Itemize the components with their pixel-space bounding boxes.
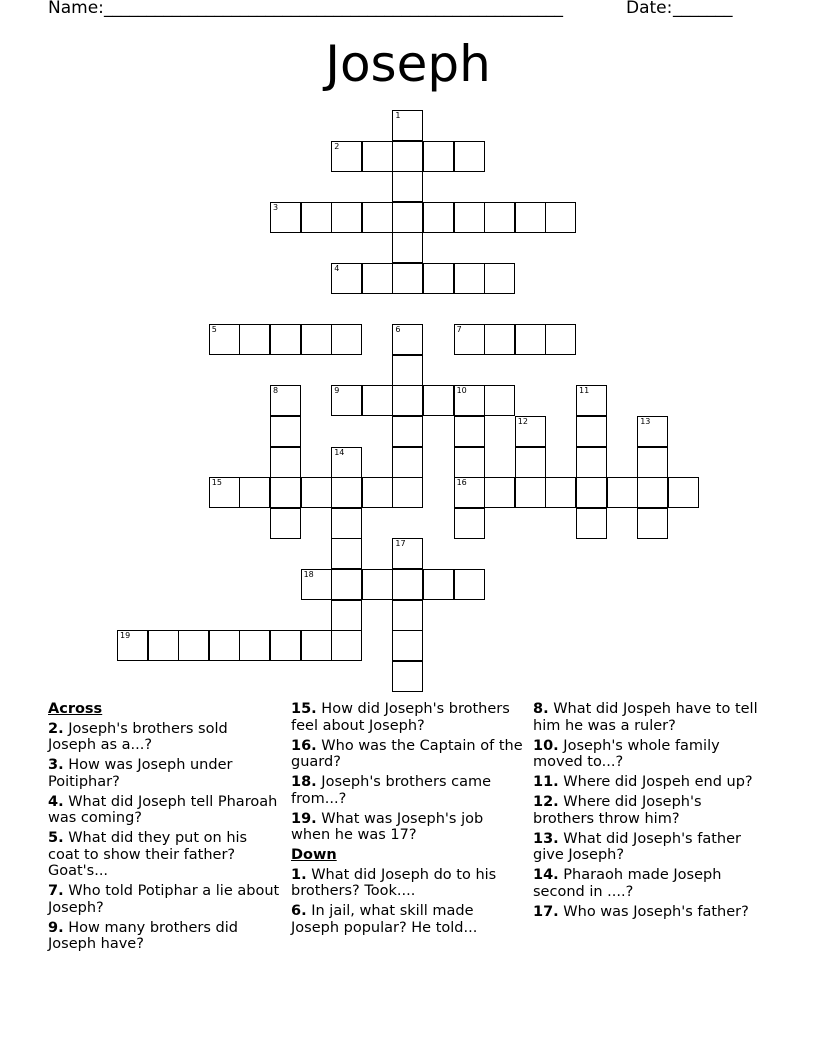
grid-cell[interactable] xyxy=(454,477,485,508)
grid-cell[interactable] xyxy=(301,630,332,661)
grid-cell[interactable] xyxy=(239,630,270,661)
clue-number: 17. xyxy=(533,903,559,920)
grid-cell[interactable] xyxy=(484,324,515,355)
clue-number: 6. xyxy=(291,903,307,919)
clue-number: 16. xyxy=(291,737,317,754)
grid-cell[interactable] xyxy=(515,447,546,478)
grid-cell[interactable] xyxy=(637,508,668,539)
clue-item: 14. Pharaoh made Joseph second in ....? xyxy=(533,867,722,900)
clue-number: 5. xyxy=(48,830,64,846)
cell-number: 18 xyxy=(303,570,314,579)
clue-item: 9. How many brothers did Joseph have? xyxy=(48,919,238,952)
cell-number: 1 xyxy=(395,111,401,120)
grid-cell[interactable] xyxy=(668,477,699,508)
grid-cell[interactable] xyxy=(209,630,240,661)
grid-cell[interactable] xyxy=(576,447,607,478)
grid-cell[interactable] xyxy=(148,630,179,661)
grid-cell[interactable] xyxy=(117,630,148,661)
grid-cell[interactable] xyxy=(362,385,393,416)
grid-cell[interactable] xyxy=(392,477,423,508)
clue-number: 13. xyxy=(533,830,559,847)
grid-cell[interactable] xyxy=(301,569,332,600)
clue-item: 3. How was Joseph under Poitiphar? xyxy=(48,757,233,790)
grid-cell[interactable] xyxy=(454,141,485,172)
clue-item: 5. What did they put on his coat to show their father? Goat's... xyxy=(48,830,248,879)
cell-number: 9 xyxy=(334,386,340,396)
grid-cell[interactable] xyxy=(331,569,362,600)
grid-cell[interactable] xyxy=(392,447,423,478)
grid-cell[interactable] xyxy=(392,232,423,263)
grid-cell[interactable] xyxy=(423,569,454,600)
clue-number: 3. xyxy=(48,757,64,773)
clue-item: 18. Joseph's brothers came from...? xyxy=(291,774,492,807)
grid-cell[interactable] xyxy=(515,477,546,508)
grid-cell[interactable] xyxy=(454,569,485,600)
cell-number: 6 xyxy=(395,325,401,335)
grid-cell[interactable] xyxy=(301,202,332,233)
cell-number: 2 xyxy=(334,141,340,151)
clue-item: 19. What was Joseph's job when he was 17? xyxy=(291,810,484,843)
cell-number: 3 xyxy=(273,202,279,212)
grid-cell[interactable] xyxy=(270,202,301,233)
grid-cell[interactable] xyxy=(392,202,423,233)
grid-cell[interactable] xyxy=(576,508,607,539)
grid-cell[interactable] xyxy=(576,416,607,447)
cell-number: 17 xyxy=(395,539,406,549)
grid-cell[interactable] xyxy=(454,202,485,233)
clue-number: 1. xyxy=(291,866,307,883)
cell-number: 4 xyxy=(334,264,340,273)
grid-cell[interactable] xyxy=(545,477,576,508)
cell-number: 12 xyxy=(517,417,528,426)
cell-number: 16 xyxy=(456,478,467,488)
grid-cell[interactable] xyxy=(239,477,270,508)
grid-cell[interactable] xyxy=(270,477,301,508)
grid-cell[interactable] xyxy=(484,477,515,508)
grid-cell[interactable] xyxy=(392,569,423,600)
grid-cell[interactable] xyxy=(331,630,362,661)
grid-cell[interactable] xyxy=(392,263,423,294)
clue-column-1 xyxy=(48,701,280,956)
clue-number: 8. xyxy=(533,701,549,717)
grid-cell[interactable] xyxy=(576,385,607,416)
grid-cell[interactable] xyxy=(392,416,423,447)
clue-number: 4. xyxy=(48,793,64,810)
clue-number: 2. xyxy=(48,720,64,737)
clue-number: 12. xyxy=(533,794,559,810)
grid-cell[interactable] xyxy=(607,477,638,508)
clue-number: 11. xyxy=(533,774,559,790)
grid-cell[interactable] xyxy=(484,385,515,416)
grid-cell[interactable] xyxy=(423,263,454,294)
grid-cell[interactable] xyxy=(270,447,301,478)
clue-item: 6. In jail, what skill made Joseph popular? He told... xyxy=(291,903,478,936)
clue-item: 12. Where did Joseph's brothers throw him? xyxy=(533,794,702,827)
cell-number: 7 xyxy=(456,325,462,335)
clue-number: 15. xyxy=(291,701,317,717)
grid-cell[interactable] xyxy=(331,600,362,631)
grid-cell[interactable] xyxy=(331,324,362,355)
clue-column-3 xyxy=(533,701,765,924)
grid-cell[interactable] xyxy=(545,202,576,233)
grid-cell[interactable] xyxy=(392,630,423,661)
across-heading: Across xyxy=(48,701,103,717)
grid-cell[interactable] xyxy=(331,538,362,569)
grid-cell[interactable] xyxy=(331,447,362,478)
grid-cell[interactable] xyxy=(576,477,607,508)
down-heading: Down xyxy=(291,847,337,863)
clue-item: 8. What did Jospeh have to tell him he was a ruler? xyxy=(533,701,758,734)
grid-cell[interactable] xyxy=(209,324,240,355)
grid-cell[interactable] xyxy=(331,385,362,416)
name-line[interactable]: ______________________________________________________ xyxy=(104,0,563,18)
grid-cell[interactable] xyxy=(270,385,301,416)
grid-cell[interactable] xyxy=(270,508,301,539)
grid-cell[interactable] xyxy=(331,141,362,172)
grid-cell[interactable] xyxy=(423,202,454,233)
name-label: Name: xyxy=(48,0,104,18)
grid-cell[interactable] xyxy=(362,569,393,600)
grid-cell[interactable] xyxy=(423,141,454,172)
cell-number: 8 xyxy=(273,386,279,396)
grid-cell[interactable] xyxy=(637,477,668,508)
grid-cell[interactable] xyxy=(362,202,393,233)
grid-cell[interactable] xyxy=(331,202,362,233)
clue-column-2 xyxy=(291,701,523,940)
grid-cell[interactable] xyxy=(392,355,423,386)
clue-item: 16. Who was the Captain of the guard? xyxy=(291,737,523,770)
grid-cell[interactable] xyxy=(270,416,301,447)
grid-cell[interactable] xyxy=(301,477,332,508)
grid-cell[interactable] xyxy=(331,477,362,508)
date-line[interactable]: _______ xyxy=(673,0,733,18)
cell-number: 11 xyxy=(579,386,590,396)
grid-cell[interactable] xyxy=(392,385,423,416)
grid-cell[interactable] xyxy=(362,477,393,508)
grid-cell[interactable] xyxy=(270,630,301,661)
grid-cell[interactable] xyxy=(454,385,485,416)
clue-item: 11. Where did Jospeh end up? xyxy=(533,774,753,790)
grid-cell[interactable] xyxy=(454,324,485,355)
grid-cell[interactable] xyxy=(484,202,515,233)
grid-cell[interactable] xyxy=(392,171,423,202)
clue-number: 7. xyxy=(48,883,64,899)
grid-cell[interactable] xyxy=(392,110,423,141)
grid-cell[interactable] xyxy=(454,416,485,447)
grid-cell[interactable] xyxy=(331,508,362,539)
clue-number: 19. xyxy=(291,810,317,827)
grid-cell[interactable] xyxy=(454,508,485,539)
grid-cell[interactable] xyxy=(362,263,393,294)
page-title: Joseph xyxy=(325,35,491,93)
grid-cell[interactable] xyxy=(362,141,393,172)
clue-number: 14. xyxy=(533,867,559,883)
clue-item: 17. Who was Joseph's father? xyxy=(533,903,749,920)
clue-number: 18. xyxy=(291,774,317,790)
grid-cell[interactable] xyxy=(545,324,576,355)
clue-item: 4. What did Joseph tell Pharoah was coming? xyxy=(48,793,278,826)
clue-item: 1. What did Joseph do to his brothers? Took.... xyxy=(291,866,497,899)
cell-number: 10 xyxy=(456,386,467,396)
grid-cell[interactable] xyxy=(515,324,546,355)
cell-number: 5 xyxy=(211,325,217,335)
grid-cell[interactable] xyxy=(392,324,423,355)
cell-number: 13 xyxy=(640,417,651,426)
cell-number: 19 xyxy=(120,631,131,641)
grid-cell[interactable] xyxy=(392,661,423,692)
clue-number: 9. xyxy=(48,919,64,936)
grid-cell[interactable] xyxy=(239,324,270,355)
grid-cell[interactable] xyxy=(454,263,485,294)
grid-cell[interactable] xyxy=(178,630,209,661)
grid-cell[interactable] xyxy=(484,263,515,294)
grid-cell[interactable] xyxy=(392,538,423,569)
grid-cell[interactable] xyxy=(209,477,240,508)
grid-cell[interactable] xyxy=(515,202,546,233)
grid-cell[interactable] xyxy=(515,416,546,447)
grid-cell[interactable] xyxy=(454,447,485,478)
clue-item: 2. Joseph's brothers sold Joseph as a...? xyxy=(48,720,228,753)
clue-number: 10. xyxy=(533,737,559,754)
grid-cell[interactable] xyxy=(301,324,332,355)
grid-cell[interactable] xyxy=(423,385,454,416)
grid-cell[interactable] xyxy=(392,600,423,631)
clue-item: 15. How did Joseph's brothers feel about Joseph? xyxy=(291,701,510,734)
clue-item: 13. What did Joseph's father give Joseph? xyxy=(533,830,741,863)
cell-number: 14 xyxy=(334,447,345,457)
date-label: Date: xyxy=(626,0,673,18)
grid-cell[interactable] xyxy=(392,141,423,172)
grid-cell[interactable] xyxy=(637,447,668,478)
grid-cell[interactable] xyxy=(331,263,362,294)
clue-item: 10. Joseph's whole family moved to...? xyxy=(533,737,720,770)
clue-item: 7. Who told Potiphar a lie about Joseph? xyxy=(48,883,280,916)
grid-cell[interactable] xyxy=(270,324,301,355)
grid-cell[interactable] xyxy=(637,416,668,447)
cell-number: 15 xyxy=(211,478,222,488)
